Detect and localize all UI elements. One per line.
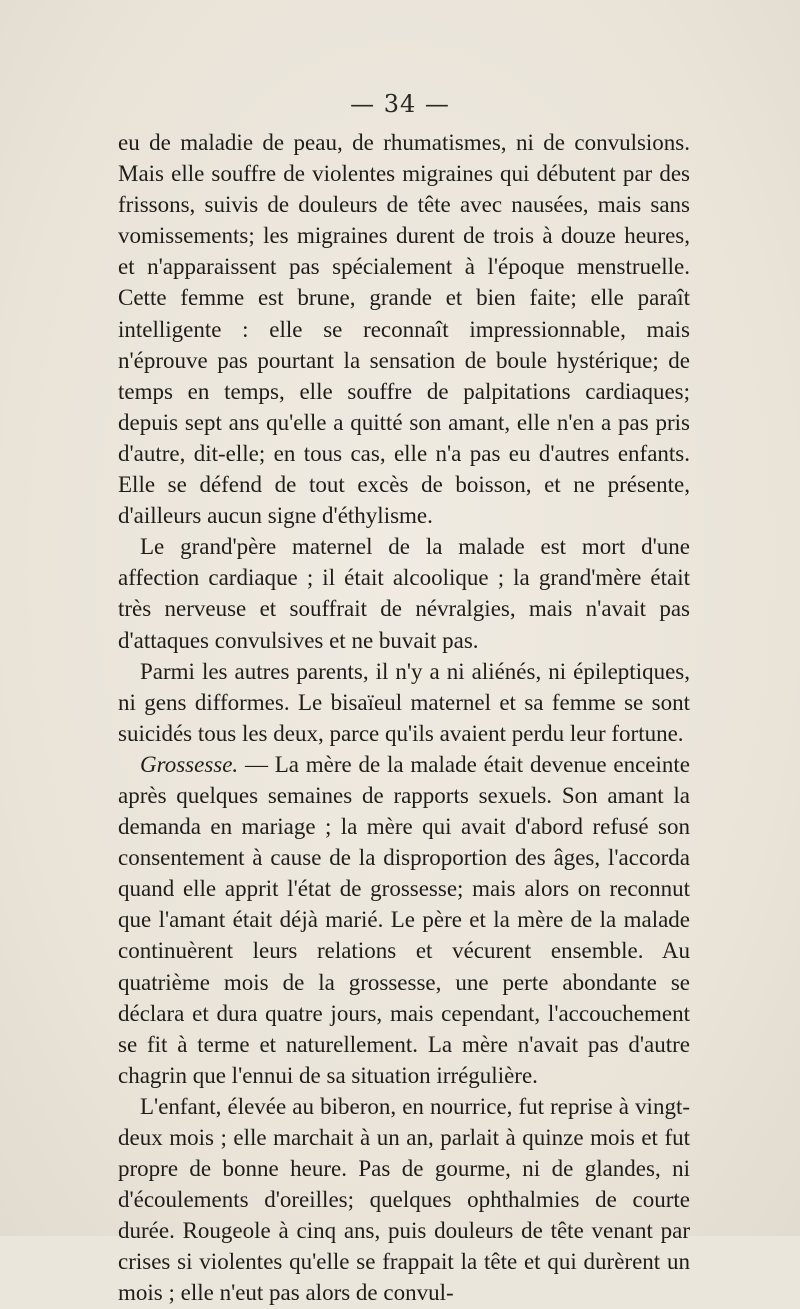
paragraph-5: L'enfant, élevée au biberon, en nourrice, fut reprise à vingt-deux mois ; elle marchait à un an, parlait à quinze mois et fut propre de bonne heure. Pas de gourme, ni de glandes, ni d'écoulements d'oreilles; quelques ophthalmies de courte durée. Rougeole à cinq ans, puis douleurs de tête venant par crises si violentes qu'elle se frappait la tête et qui durèrent un mois ; elle n'eut pas alors de convul- xyxy=(118,1093,690,1306)
paragraph-4-text: — La mère de la malade était devenue enceinte après quelques semaines de rapports sexuels. Son amant la demanda en mariage ; la mère qui avait d'abord refusé son consentement à cause de la disproportion des âges, l'accorda quand elle apprit l'état de grossesse; mais alors on reconnut que l'amant était déjà marié. Le père et la mère de la malade continuèrent leurs relations et vécurent ensemble. Au quatrième mois de la grossesse, une perte abondante se déclara et dura quatre jours, mais cependant, l'accouchement se fit à terme et naturellement. La mère n'avait pas d'autre chagrin que l'ennui de sa situation irrégulière. xyxy=(118,751,690,1088)
section-heading-grossesse: Grossesse. xyxy=(140,751,239,777)
paragraph-3: Parmi les autres parents, il n'y a ni aliénés, ni épileptiques, ni gens difformes. Le bisaïeul maternel et sa femme se sont suicidés tous les deux, parce qu'ils avaient perdu leur fortune. xyxy=(118,658,690,746)
paragraph-4 xyxy=(118,749,690,1091)
paragraph-2: Le grand'père maternel de la malade est mort d'une affection cardiaque ; il était alcoolique ; la grand'mère était très nerveuse et souffrait de névralgies, mais n'avait pas d'attaques convulsives et ne buvait pas. xyxy=(118,534,690,653)
paragraph-1: eu de maladie de peau, de rhumatismes, ni de convulsions. Mais elle souffre de violentes migraines qui débutent par des frissons, suivis de douleurs de tête avec nausées, mais sans vomissements; les migraines durent de trois à douze heures, et n'apparaissent pas spécialement à l'époque menstruelle. Cette femme est brune, grande et bien faite; elle paraît intelligente : elle se reconnaît impressionnable, mais n'éprouve pas pourtant la sensation de boule hystérique; de temps en temps, elle souffre de palpitations cardiaques; depuis sept ans qu'elle a quitté son amant, elle n'en a pas pris d'autre, dit-elle; en tous cas, elle n'a pas eu d'autres enfants. Elle se défend de tout excès de boisson, et ne présente, d'ailleurs aucun signe d'éthylisme. xyxy=(118,130,690,529)
page-number: — 34 — xyxy=(350,90,450,118)
body-text xyxy=(118,127,690,1309)
